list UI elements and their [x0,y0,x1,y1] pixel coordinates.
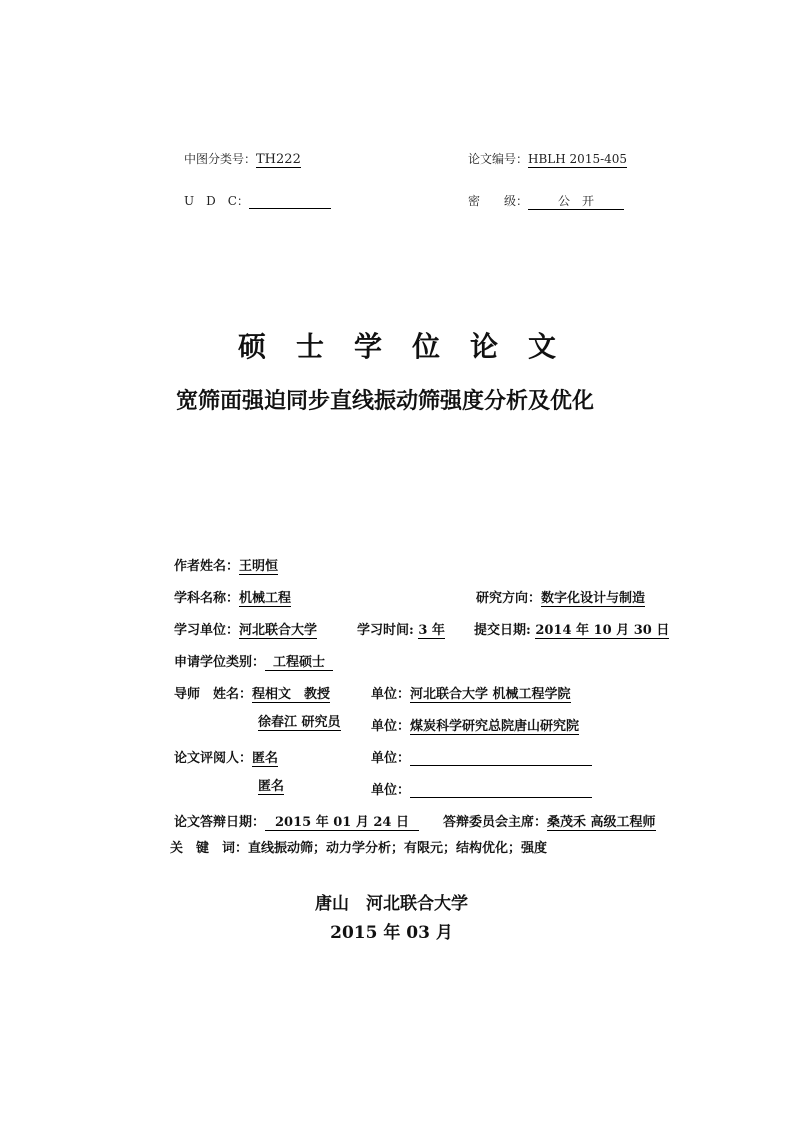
reviewer1-unit-label: 单位： [371,751,411,766]
advisor2-unit: 煤炭科学研究总院唐山研究院 [410,719,580,734]
submit-date-label: 提交日期: [474,623,536,638]
reviewer-row-2 [258,779,284,795]
reviewer2-unit-label: 单位： [371,783,411,798]
secret-level-value: 公 开 [528,194,624,210]
discipline-label: 学科名称： [174,591,240,606]
reviewer2-unit-row [371,779,592,798]
clc-field [184,150,301,168]
reviewer-label: 论文评阅人： [174,751,253,766]
study-unit-row [174,619,317,639]
footer-date: 2015 年 03 月 [330,923,453,943]
advisor2-unit-row [371,715,579,735]
thesis-type-title: 硕士学位论文 [238,330,587,363]
advisor1-unit: 河北联合大学 机械工程学院 [410,687,571,702]
study-unit-label: 学习单位： [174,623,240,638]
defense-date-label: 论文答辩日期： [174,815,266,830]
advisor1-unit-row [371,683,571,703]
thesis-title: 宽筛面强迫同步直线振动筛强度分析及优化 [176,388,595,414]
clc-value: TH222 [256,152,301,167]
study-time-label: 学习时间: [357,623,419,638]
degree-type-label: 申请学位类别： [174,655,266,670]
committee-chair-label: 答辩委员会主席： [443,815,548,830]
reviewer-row-1 [174,747,278,767]
defense-date-row [174,811,419,831]
degree-type-value: 工程硕士 [265,655,333,671]
advisor-label: 导师 姓名： [174,687,253,702]
advisor1-unit-label: 单位： [371,687,411,702]
author-value: 王明恒 [239,559,279,574]
thesis-number-field [468,150,627,168]
discipline-row [174,587,291,607]
committee-chair-value: 桑茂禾 高级工程师 [547,815,656,830]
direction-value: 数字化设计与制造 [541,591,646,606]
secret-level-label: 密 级： [468,194,529,208]
discipline-value: 机械工程 [239,591,292,606]
direction-row [476,587,645,607]
study-time-row [357,619,445,639]
udc-label: U D C： [184,194,249,208]
advisor2-name: 徐春江 研究员 [258,715,341,730]
degree-type-row [174,651,333,671]
study-time-value: 3 年 [418,623,445,638]
reviewer2-unit [410,782,592,798]
submit-date-row [474,619,669,639]
study-unit-value: 河北联合大学 [239,623,318,638]
keywords-value: 直线振动筛；动力学分析；有限元；结构优化；强度 [248,841,548,856]
committee-chair-row [443,811,656,831]
udc-value [249,193,331,209]
defense-date-value: 2015 年 01 月 24 日 [265,815,419,831]
direction-label: 研究方向： [476,591,542,606]
advisor1-name: 程相文 教授 [252,687,331,702]
author-label: 作者姓名： [174,559,240,574]
keywords-label: 关 键 词： [170,841,249,856]
author-row [174,555,278,575]
secret-level-field [468,192,624,210]
reviewer1-unit-row [371,747,592,766]
advisor-row-1 [174,683,330,703]
reviewer2-name: 匿名 [258,779,285,794]
udc-field [184,192,331,209]
submit-date-value: 2014 年 10 月 30 日 [535,623,670,638]
keywords-row [170,837,547,856]
reviewer1-name: 匿名 [252,751,279,766]
reviewer1-unit [410,750,592,766]
clc-label: 中图分类号： [184,152,257,166]
advisor2-unit-label: 单位： [371,719,411,734]
footer-place: 唐山 河北联合大学 [315,894,468,914]
thesis-number-label: 论文编号： [468,152,529,166]
advisor-row-2 [258,715,341,731]
thesis-number-value: HBLH 2015-405 [528,152,628,166]
